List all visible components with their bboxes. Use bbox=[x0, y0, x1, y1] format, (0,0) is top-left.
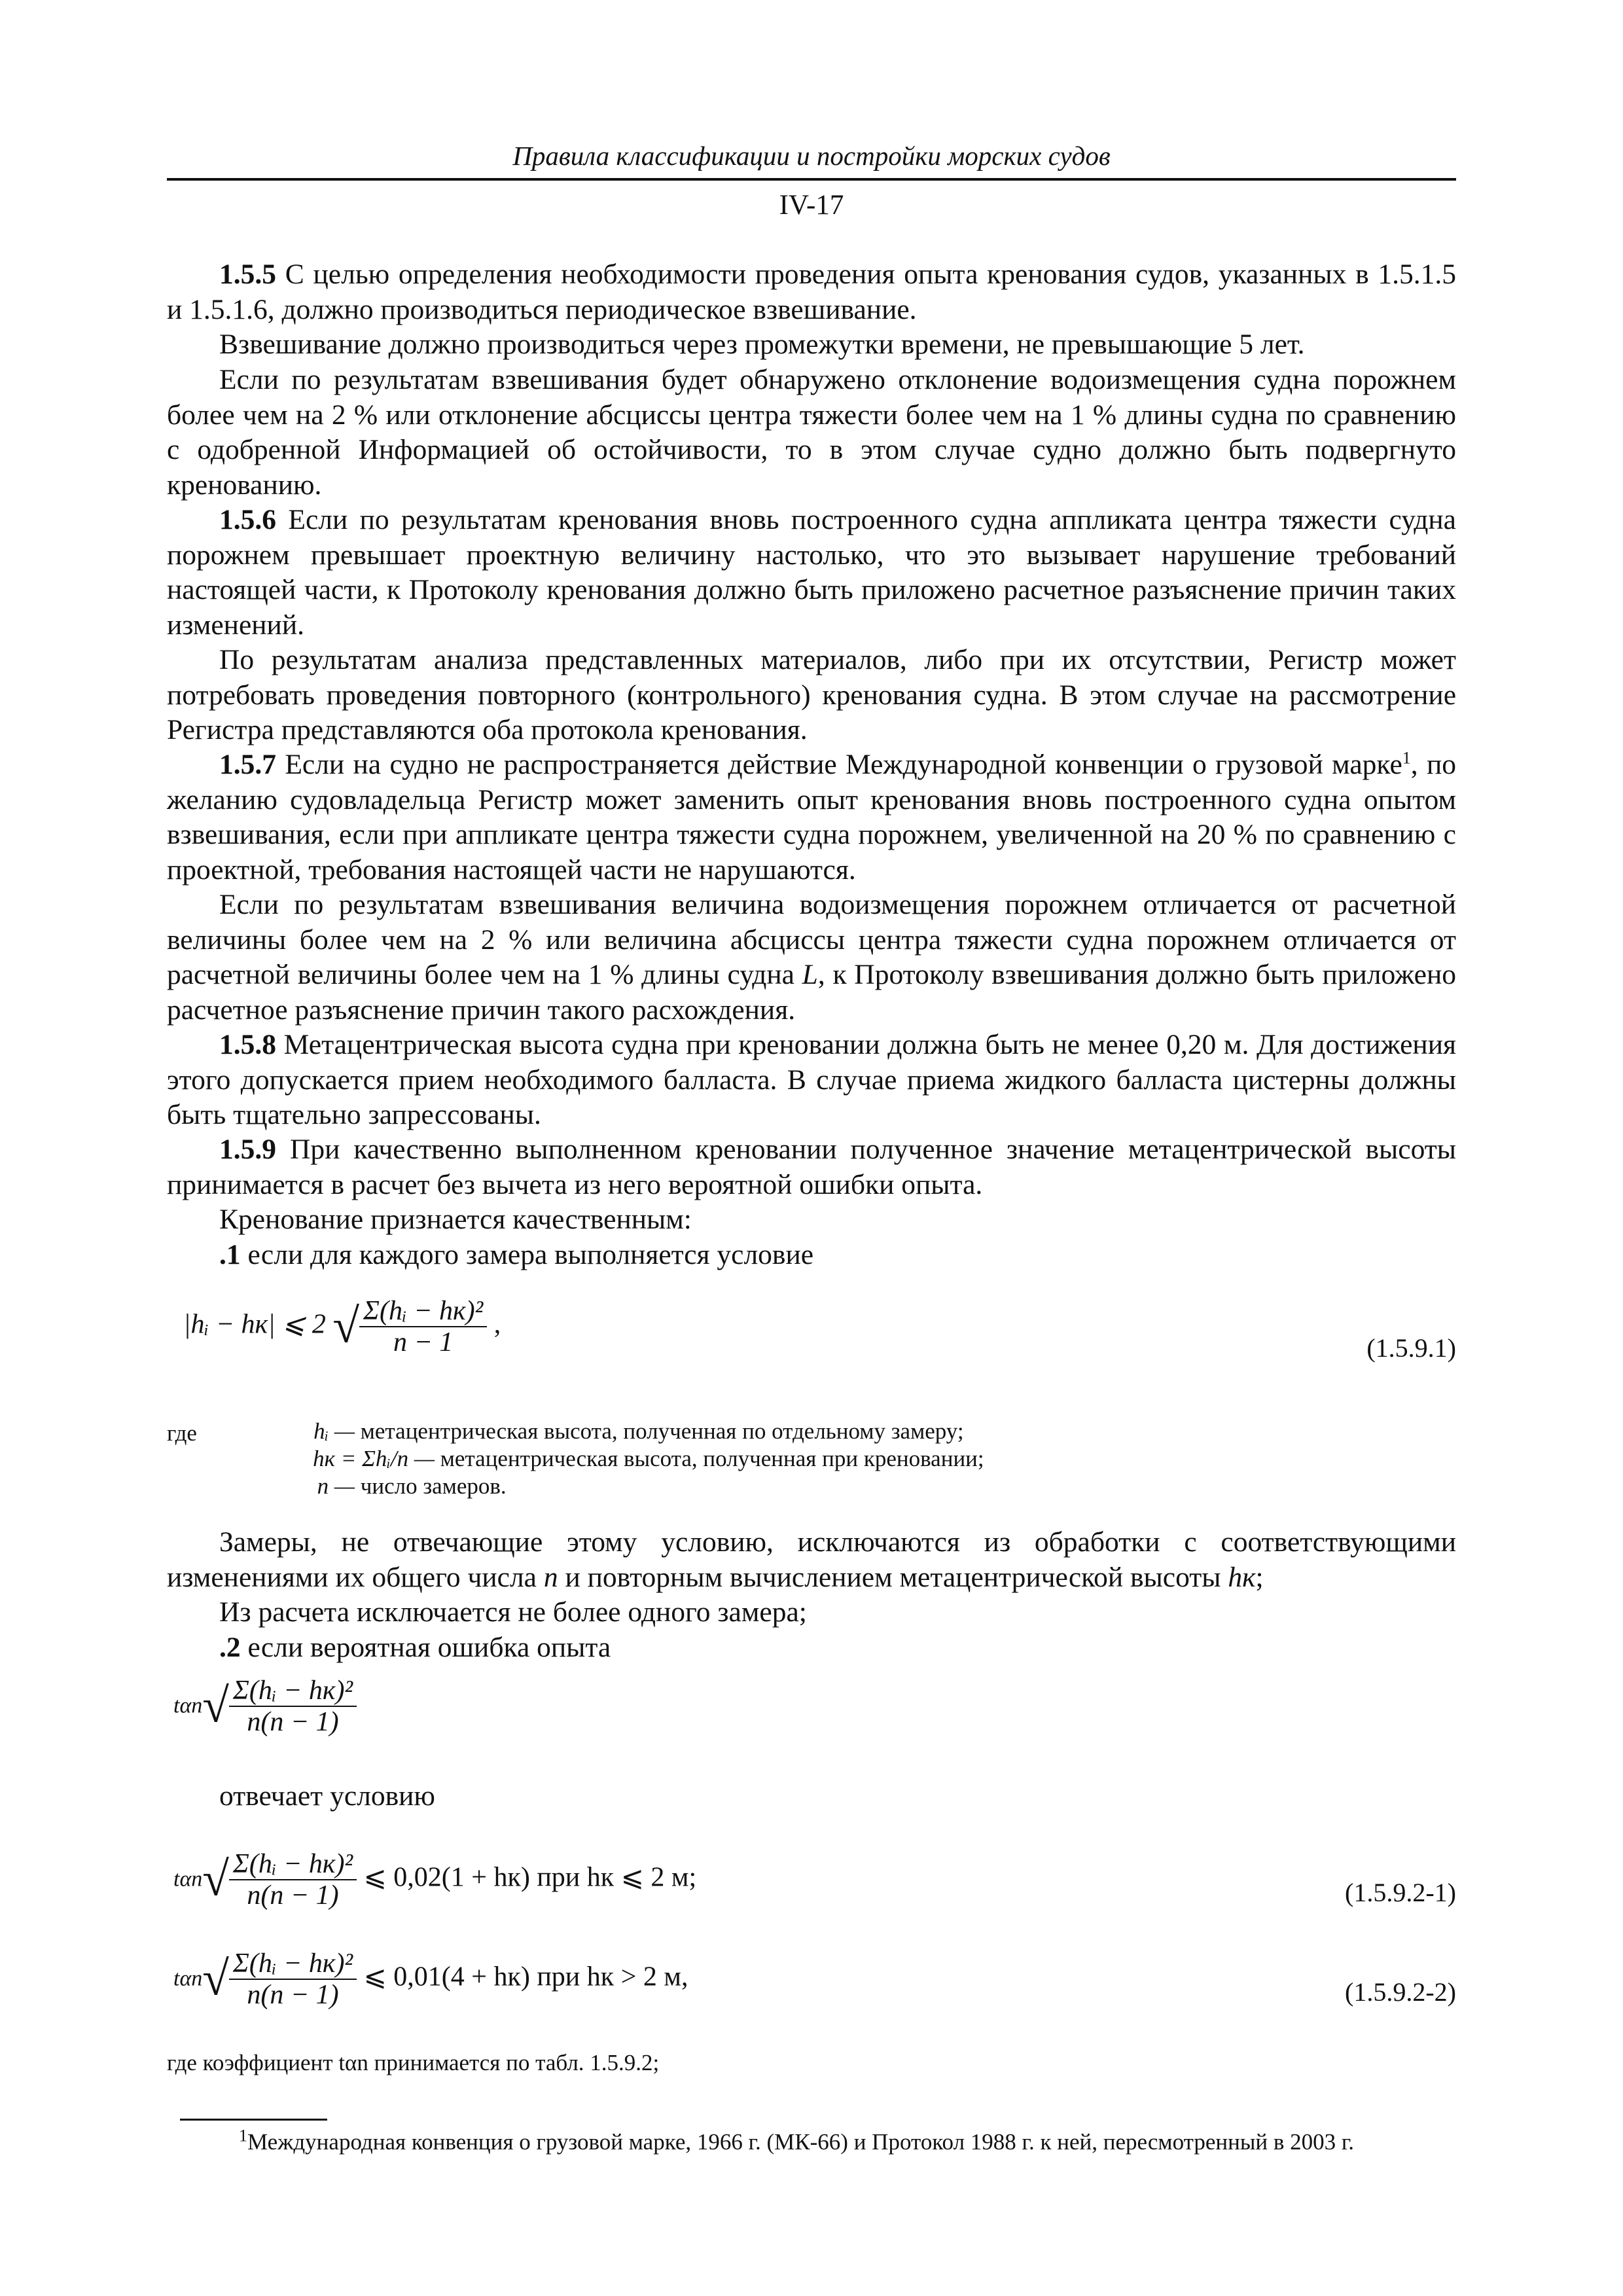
paragraph-meets-condition: отвечает условию bbox=[219, 1780, 435, 1812]
list-item-number: .2 bbox=[219, 1632, 241, 1663]
definition-text: число замеров. bbox=[360, 1473, 507, 1499]
section-number: 1.5.9 bbox=[219, 1134, 276, 1165]
paragraph-quality-criteria: Кренование признается качественным: bbox=[219, 1204, 692, 1235]
list-item-2 bbox=[167, 1630, 1456, 1666]
paragraph-1-5-5 bbox=[167, 257, 1456, 327]
length-symbol: L bbox=[802, 959, 818, 990]
formula-number: (1.5.9.2-2) bbox=[1345, 1977, 1456, 2007]
coefficient-t: tαn bbox=[173, 1867, 203, 1892]
defs-where: где bbox=[167, 1420, 197, 1446]
list-item-1 bbox=[167, 1238, 1456, 1273]
paragraph-text: Метацентрическая высота судна при креновании должна быть не менее 0,20 м. Для достижения этого допускается прием необходимого балласта. В случае приема жидкого балласта цистерны должны быть тщательно запрессованы. bbox=[167, 1029, 1456, 1130]
formula-fraction bbox=[229, 1676, 357, 1737]
sqrt-symbol: √ bbox=[202, 1679, 229, 1733]
fraction-denominator: n(n − 1) bbox=[247, 1980, 339, 2010]
running-header-title: Правила классификации и постройки морских судов bbox=[512, 141, 1111, 171]
paragraph-text: Замеры, не отвечающие этому условию, исключаются из обработки с соответствующими изменениями их общего числа bbox=[167, 1526, 1456, 1593]
paragraph-excluded-measurements bbox=[167, 1525, 1456, 1595]
paragraph-weighing-interval: Взвешивание должно производиться через промежутки времени, не превышающие 5 лет. bbox=[219, 329, 1305, 360]
formula-rhs: ⩽ 0,01(4 + hк) при hк > 2 м, bbox=[363, 1962, 688, 1992]
definitions-list bbox=[254, 1418, 1039, 1500]
formula-rhs: ⩽ 0,02(1 + hк) при hк ⩽ 2 м; bbox=[363, 1862, 697, 1893]
list-item-text: если вероятная ошибка опыта bbox=[240, 1632, 611, 1663]
paragraph-1-5-7 bbox=[167, 747, 1456, 888]
coefficient-note: где коэффициент tαn принимается по табл. 1.5.9.2; bbox=[167, 2050, 660, 2075]
paragraph-text: Если на судно не распространяется действие Международной конвенции о грузовой марке bbox=[276, 749, 1402, 780]
paragraph-1-5-6 bbox=[167, 503, 1456, 643]
paragraph-text: , по желанию судовладельца Регистр может заменить опыт кренования вновь построенного судна опытом взвешивания, если при аппликате центра тяжести судна порожнем, увеличенной на 20 % по сравнению с проектной, требования настоящей части не нарушаются. bbox=[167, 749, 1457, 886]
formula-1-5-9-2-2 bbox=[173, 1948, 688, 2010]
definition-hi bbox=[254, 1418, 1039, 1445]
formula-1-5-9-1 bbox=[183, 1296, 501, 1357]
coefficient-t: tαn bbox=[173, 1693, 203, 1718]
formula-fraction bbox=[229, 1849, 357, 1910]
sqrt-symbol: √ bbox=[202, 1852, 229, 1907]
hk-symbol: hк bbox=[1228, 1561, 1256, 1593]
fraction-numerator: Σ(hᵢ − hк)² bbox=[229, 1948, 357, 1980]
section-number: 1.5.6 bbox=[219, 504, 276, 535]
formula-number: (1.5.9.1) bbox=[1366, 1333, 1456, 1363]
footnote bbox=[239, 2127, 1354, 2157]
formula-probable-error bbox=[173, 1676, 357, 1737]
fraction-numerator: Σ(hᵢ − hк)² bbox=[359, 1296, 487, 1327]
paragraph-weighing-results bbox=[167, 888, 1456, 1028]
section-number: 1.5.8 bbox=[219, 1029, 276, 1060]
footnote-rule bbox=[180, 2119, 327, 2121]
formula-1-5-9-2-1 bbox=[173, 1849, 696, 1910]
n-symbol: n bbox=[543, 1561, 558, 1593]
definition-hk bbox=[254, 1445, 1039, 1473]
page-number: IV-17 bbox=[779, 190, 844, 221]
paragraph-text: С целью определения необходимости проведения опыта кренования судов, указанных в 1.5.1.5 и 1.5.1.6, должно производиться периодическое взвешивание. bbox=[167, 259, 1456, 325]
footnote-reference: 1 bbox=[1402, 748, 1411, 768]
fraction-numerator: Σ(hᵢ − hк)² bbox=[229, 1849, 357, 1880]
formula-number: (1.5.9.2-1) bbox=[1345, 1878, 1456, 1907]
paragraph-text: При качественно выполненном креновании полученное значение метацентрической высоты принимается в расчет без вычета из него вероятной ошибки опыта. bbox=[167, 1134, 1456, 1200]
paragraph-text: Если по результатам кренования вновь построенного судна аппликата центра тяжести судна порожнем превышает проектную величину настолько, что это вызывает нарушение требований настоящей части, к Протоколу кренования должно быть приложено расчетное разъяснение причин таких изменений. bbox=[167, 504, 1456, 641]
paragraph-1-5-8 bbox=[167, 1028, 1456, 1133]
footnote-mark: 1 bbox=[239, 2126, 247, 2145]
list-item-text: если для каждого замера выполняется условие bbox=[240, 1239, 814, 1270]
fraction-numerator: Σ(hᵢ − hк)² bbox=[229, 1676, 357, 1707]
definition-symbol: n — bbox=[317, 1473, 355, 1499]
paragraph-text: ; bbox=[1255, 1561, 1264, 1593]
paragraph-text: и повторным вычислением метацентрической высоты bbox=[558, 1561, 1228, 1593]
section-number: 1.5.5 bbox=[219, 259, 276, 290]
sqrt-symbol: √ bbox=[332, 1299, 360, 1354]
coefficient-t: tαn bbox=[173, 1966, 203, 1991]
paragraph-text: Если по результатам взвешивания величина водоизмещения порожнем отличается от расчетной величины более чем на 2 % или величина абсциссы центра тяжести судна порожнем отличается от расчетной величины более чем на 1 % длины судна bbox=[167, 889, 1456, 990]
sqrt-symbol: √ bbox=[202, 1952, 229, 2006]
fraction-denominator: n(n − 1) bbox=[247, 1880, 339, 1910]
paragraph-weighing-deviation: Если по результатам взвешивания будет обнаружено отклонение водоизмещения судна порожнем более чем на 2 % или отклонение абсциссы центра тяжести более чем на 1 % длины судна по сравнению с одобренной Информацией об остойчивости, то в этом случае судно должно быть подвергнуто кренованию. bbox=[167, 364, 1456, 501]
fraction-denominator: n(n − 1) bbox=[247, 1707, 339, 1737]
footnote-text: Международная конвенция о грузовой марке, 1966 г. (МК-66) и Протокол 1988 г. к ней, пересмотренный в 2003 г. bbox=[247, 2129, 1355, 2155]
definition-text: метацентрическая высота, полученная по отдельному замеру; bbox=[360, 1418, 964, 1444]
formula-fraction bbox=[229, 1948, 357, 2010]
formula-fraction bbox=[359, 1296, 487, 1357]
header-rule bbox=[167, 178, 1456, 181]
list-item-number: .1 bbox=[219, 1239, 241, 1270]
section-number: 1.5.7 bbox=[219, 749, 276, 780]
definition-text: метацентрическая высота, полученная при креновании; bbox=[440, 1446, 984, 1471]
paragraph-exclude-one: Из расчета исключается не более одного замера; bbox=[219, 1596, 807, 1628]
definition-n bbox=[254, 1473, 1039, 1500]
paragraph-1-5-9 bbox=[167, 1132, 1456, 1202]
definition-symbol: hк = Σhᵢ/n — bbox=[313, 1446, 435, 1471]
formula-tail: , bbox=[493, 1309, 501, 1340]
definition-symbol: hᵢ — bbox=[313, 1418, 355, 1444]
paragraph-text: , к Протоколу взвешивания должно быть приложено расчетное разъяснение причин такого расхождения. bbox=[167, 959, 1456, 1026]
paragraph-register-review: По результатам анализа представленных материалов, либо при их отсутствии, Регистр может потребовать проведения повторного (контрольного) кренования судна. В этом случае на рассмотрение Регистра представляются оба протокола кренования. bbox=[167, 644, 1456, 745]
formula-lhs: |hᵢ − hк| ⩽ 2 bbox=[183, 1309, 326, 1340]
fraction-denominator: n − 1 bbox=[393, 1327, 454, 1357]
